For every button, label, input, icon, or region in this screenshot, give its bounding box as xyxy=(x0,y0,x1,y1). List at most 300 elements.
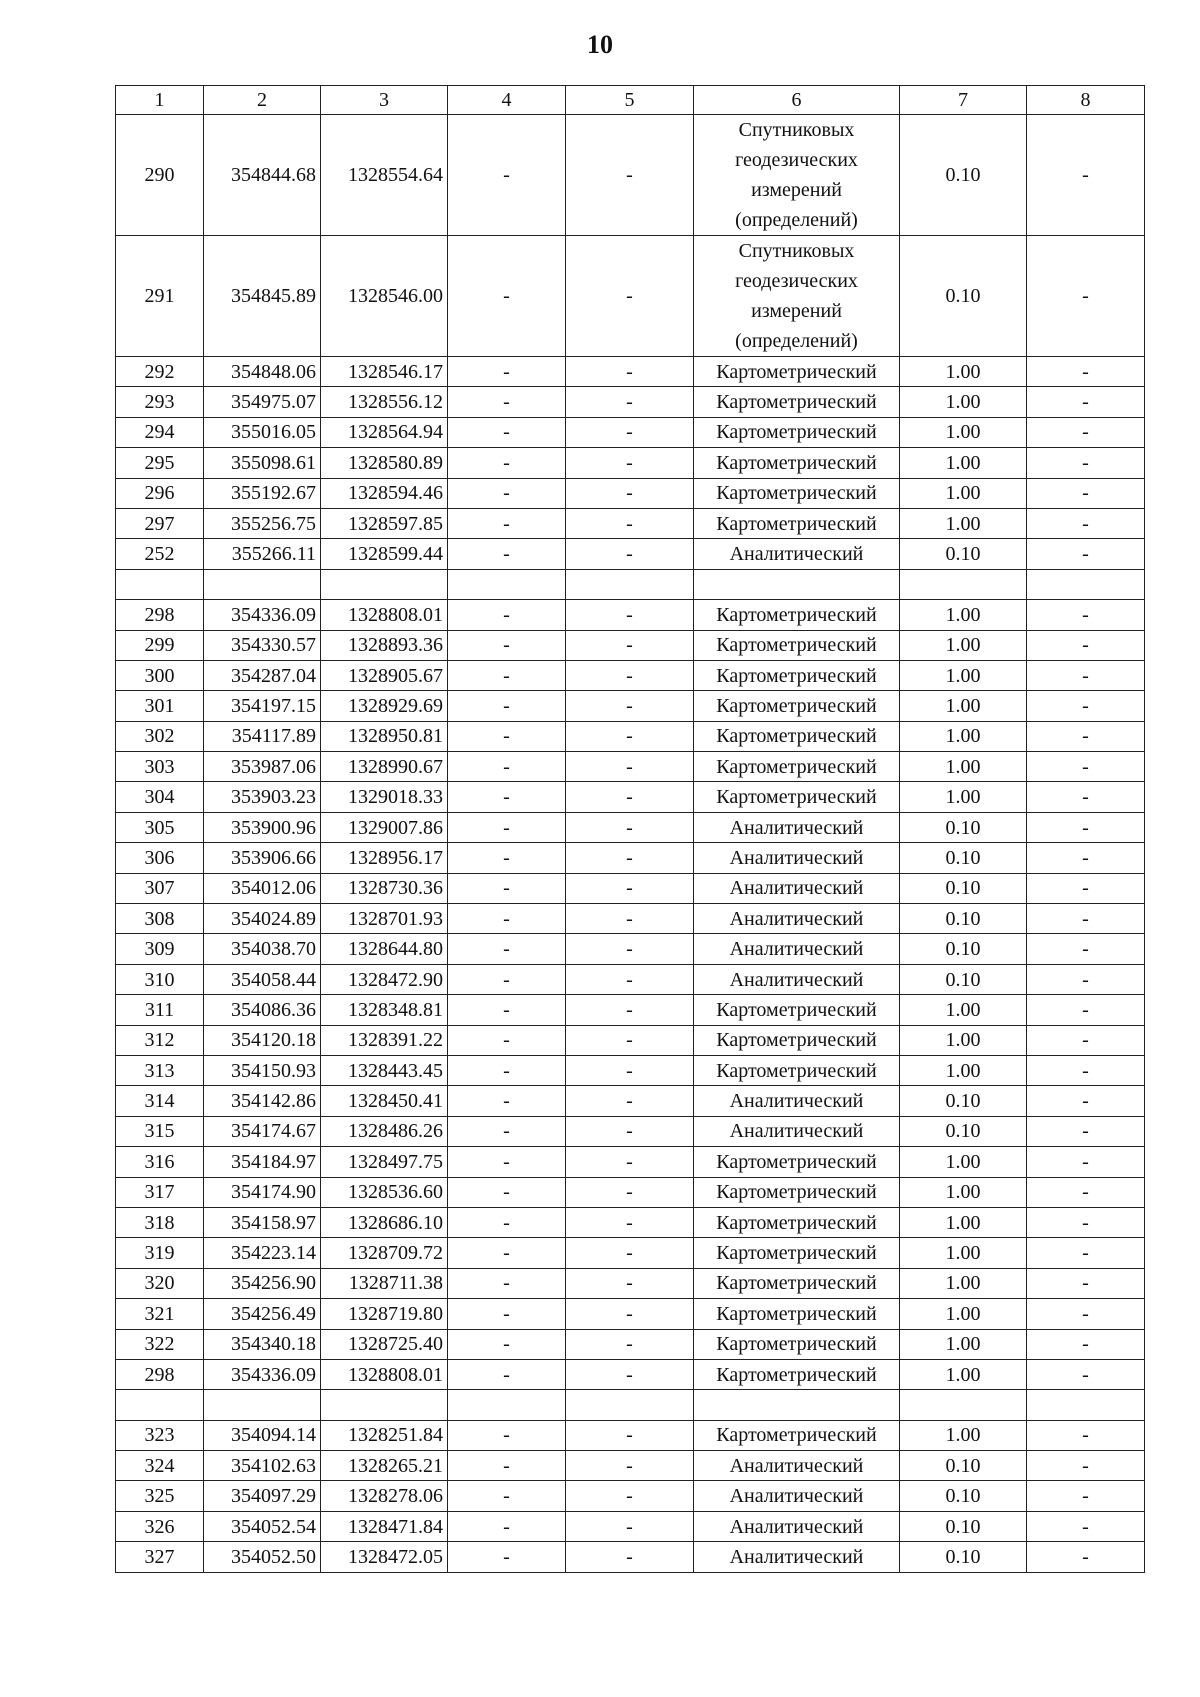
header-cell: 7 xyxy=(900,86,1027,115)
x-coordinate-cell: 353906.66 xyxy=(204,843,321,873)
x-coordinate-cell: 354150.93 xyxy=(204,1055,321,1085)
x-coordinate-cell: 354094.14 xyxy=(204,1420,321,1450)
y-coordinate-cell: 1328536.60 xyxy=(321,1177,448,1207)
col5-cell xyxy=(566,569,694,599)
col5-cell: - xyxy=(566,1542,694,1572)
table-row xyxy=(116,478,1145,508)
table-row xyxy=(116,448,1145,478)
table-row xyxy=(116,1025,1145,1055)
y-coordinate-cell: 1328730.36 xyxy=(321,873,448,903)
point-number-cell: 302 xyxy=(116,721,204,751)
col5-cell: - xyxy=(566,1359,694,1389)
col8-cell: - xyxy=(1027,1299,1145,1329)
accuracy-cell: 0.10 xyxy=(900,964,1027,994)
method-cell: Аналитический xyxy=(694,843,900,873)
method-cell: Картометрический xyxy=(694,1238,900,1268)
col8-cell: - xyxy=(1027,995,1145,1025)
method-cell: Аналитический xyxy=(694,873,900,903)
point-number-cell: 317 xyxy=(116,1177,204,1207)
accuracy-cell: 1.00 xyxy=(900,1207,1027,1237)
col8-cell: - xyxy=(1027,782,1145,812)
y-coordinate-cell: 1328719.80 xyxy=(321,1299,448,1329)
table-row xyxy=(116,1511,1145,1541)
accuracy-cell: 0.10 xyxy=(900,1116,1027,1146)
col5-cell: - xyxy=(566,600,694,630)
y-coordinate-cell: 1328686.10 xyxy=(321,1207,448,1237)
col8-cell: - xyxy=(1027,660,1145,690)
col5-cell: - xyxy=(566,1481,694,1511)
col4-cell: - xyxy=(448,691,566,721)
accuracy-cell: 0.10 xyxy=(900,115,1027,236)
y-coordinate-cell: 1328808.01 xyxy=(321,1359,448,1389)
accuracy-cell: 1.00 xyxy=(900,508,1027,538)
col5-cell: - xyxy=(566,1238,694,1268)
col8-cell: - xyxy=(1027,812,1145,842)
table-row xyxy=(116,1177,1145,1207)
col5-cell xyxy=(566,1390,694,1420)
y-coordinate-cell: 1328472.90 xyxy=(321,964,448,994)
col4-cell: - xyxy=(448,508,566,538)
x-coordinate-cell: 354117.89 xyxy=(204,721,321,751)
accuracy-cell: 0.10 xyxy=(900,1542,1027,1572)
method-cell: Картометрический xyxy=(694,630,900,660)
table-row xyxy=(116,1451,1145,1481)
accuracy-cell: 1.00 xyxy=(900,782,1027,812)
point-number-cell: 252 xyxy=(116,539,204,569)
accuracy-cell: 1.00 xyxy=(900,600,1027,630)
y-coordinate-cell: 1328711.38 xyxy=(321,1268,448,1298)
col5-cell: - xyxy=(566,115,694,236)
header-cell: 6 xyxy=(694,86,900,115)
accuracy-cell: 1.00 xyxy=(900,478,1027,508)
method-cell: Картометрический xyxy=(694,417,900,447)
y-coordinate-cell: 1328564.94 xyxy=(321,417,448,447)
method-cell: Аналитический xyxy=(694,1511,900,1541)
x-coordinate-cell: 354336.09 xyxy=(204,1359,321,1389)
method-cell: Аналитический xyxy=(694,1116,900,1146)
x-coordinate-cell: 354024.89 xyxy=(204,904,321,934)
col5-cell: - xyxy=(566,357,694,387)
col4-cell: - xyxy=(448,236,566,357)
y-coordinate-cell: 1328701.93 xyxy=(321,904,448,934)
x-coordinate-cell xyxy=(204,569,321,599)
accuracy-cell: 1.00 xyxy=(900,1025,1027,1055)
col4-cell: - xyxy=(448,660,566,690)
point-number-cell: 305 xyxy=(116,812,204,842)
table-row xyxy=(116,1086,1145,1116)
point-number-cell: 298 xyxy=(116,600,204,630)
col5-cell: - xyxy=(566,995,694,1025)
accuracy-cell: 1.00 xyxy=(900,1147,1027,1177)
x-coordinate-cell: 354174.67 xyxy=(204,1116,321,1146)
col5-cell: - xyxy=(566,1420,694,1450)
method-cell: Картометрический xyxy=(694,1177,900,1207)
x-coordinate-cell: 354184.97 xyxy=(204,1147,321,1177)
col4-cell: - xyxy=(448,478,566,508)
point-number-cell: 294 xyxy=(116,417,204,447)
col8-cell: - xyxy=(1027,357,1145,387)
header-cell: 1 xyxy=(116,86,204,115)
x-coordinate-cell: 354012.06 xyxy=(204,873,321,903)
y-coordinate-cell xyxy=(321,1390,448,1420)
col5-cell: - xyxy=(566,934,694,964)
y-coordinate-cell: 1328599.44 xyxy=(321,539,448,569)
col5-cell: - xyxy=(566,1177,694,1207)
point-number-cell: 296 xyxy=(116,478,204,508)
y-coordinate-cell: 1328486.26 xyxy=(321,1116,448,1146)
accuracy-cell xyxy=(900,1390,1027,1420)
x-coordinate-cell: 355192.67 xyxy=(204,478,321,508)
y-coordinate-cell: 1328391.22 xyxy=(321,1025,448,1055)
col8-cell: - xyxy=(1027,1420,1145,1450)
y-coordinate-cell: 1328725.40 xyxy=(321,1329,448,1359)
header-row xyxy=(116,86,1145,115)
col5-cell: - xyxy=(566,752,694,782)
point-number-cell: 312 xyxy=(116,1025,204,1055)
point-number-cell xyxy=(116,569,204,599)
point-number-cell: 314 xyxy=(116,1086,204,1116)
accuracy-cell: 1.00 xyxy=(900,630,1027,660)
x-coordinate-cell: 355266.11 xyxy=(204,539,321,569)
col4-cell: - xyxy=(448,843,566,873)
col4-cell: - xyxy=(448,904,566,934)
col4-cell: - xyxy=(448,1238,566,1268)
method-cell: Аналитический xyxy=(694,1481,900,1511)
point-number-cell: 290 xyxy=(116,115,204,236)
y-coordinate-cell: 1328265.21 xyxy=(321,1451,448,1481)
accuracy-cell: 1.00 xyxy=(900,1177,1027,1207)
method-cell: Картометрический xyxy=(694,1359,900,1389)
x-coordinate-cell: 354142.86 xyxy=(204,1086,321,1116)
col4-cell: - xyxy=(448,1542,566,1572)
col4-cell: - xyxy=(448,934,566,964)
y-coordinate-cell: 1328546.17 xyxy=(321,357,448,387)
method-cell: Картометрический xyxy=(694,357,900,387)
accuracy-cell: 0.10 xyxy=(900,1451,1027,1481)
col8-cell: - xyxy=(1027,1542,1145,1572)
col8-cell: - xyxy=(1027,1147,1145,1177)
col8-cell: - xyxy=(1027,508,1145,538)
col4-cell: - xyxy=(448,1147,566,1177)
accuracy-cell: 1.00 xyxy=(900,1268,1027,1298)
table-row xyxy=(116,539,1145,569)
table-row xyxy=(116,1116,1145,1146)
col4-cell: - xyxy=(448,964,566,994)
col5-cell: - xyxy=(566,964,694,994)
col5-cell: - xyxy=(566,478,694,508)
x-coordinate-cell: 354223.14 xyxy=(204,1238,321,1268)
col5-cell: - xyxy=(566,1329,694,1359)
col5-cell: - xyxy=(566,812,694,842)
col5-cell: - xyxy=(566,448,694,478)
point-number-cell: 319 xyxy=(116,1238,204,1268)
x-coordinate-cell: 354845.89 xyxy=(204,236,321,357)
table-row xyxy=(116,691,1145,721)
table-row xyxy=(116,115,1145,236)
col5-cell: - xyxy=(566,1116,694,1146)
x-coordinate-cell: 354052.50 xyxy=(204,1542,321,1572)
col4-cell: - xyxy=(448,1481,566,1511)
y-coordinate-cell: 1328278.06 xyxy=(321,1481,448,1511)
col4-cell: - xyxy=(448,600,566,630)
y-coordinate-cell: 1328348.81 xyxy=(321,995,448,1025)
method-cell xyxy=(694,569,900,599)
method-cell: Картометрический xyxy=(694,752,900,782)
col4-cell: - xyxy=(448,1451,566,1481)
col8-cell: - xyxy=(1027,1451,1145,1481)
point-number-cell: 313 xyxy=(116,1055,204,1085)
table-row xyxy=(116,752,1145,782)
accuracy-cell xyxy=(900,569,1027,599)
col5-cell: - xyxy=(566,782,694,812)
point-number-cell: 326 xyxy=(116,1511,204,1541)
col8-cell: - xyxy=(1027,1268,1145,1298)
col5-cell: - xyxy=(566,873,694,903)
method-cell: Аналитический xyxy=(694,934,900,964)
col4-cell: - xyxy=(448,782,566,812)
accuracy-cell: 1.00 xyxy=(900,660,1027,690)
accuracy-cell: 1.00 xyxy=(900,721,1027,751)
col8-cell: - xyxy=(1027,448,1145,478)
col4-cell: - xyxy=(448,1268,566,1298)
point-number-cell: 303 xyxy=(116,752,204,782)
col4-cell: - xyxy=(448,1055,566,1085)
point-number-cell: 300 xyxy=(116,660,204,690)
point-number-cell: 325 xyxy=(116,1481,204,1511)
x-coordinate-cell: 354336.09 xyxy=(204,600,321,630)
point-number-cell: 323 xyxy=(116,1420,204,1450)
table-row xyxy=(116,1420,1145,1450)
x-coordinate-cell: 354102.63 xyxy=(204,1451,321,1481)
method-cell: Картометрический xyxy=(694,691,900,721)
x-coordinate-cell: 354197.15 xyxy=(204,691,321,721)
col4-cell: - xyxy=(448,1177,566,1207)
accuracy-cell: 1.00 xyxy=(900,752,1027,782)
y-coordinate-cell: 1328471.84 xyxy=(321,1511,448,1541)
method-cell: Аналитический xyxy=(694,812,900,842)
point-number-cell: 322 xyxy=(116,1329,204,1359)
point-number-cell: 298 xyxy=(116,1359,204,1389)
x-coordinate-cell: 353903.23 xyxy=(204,782,321,812)
col8-cell: - xyxy=(1027,115,1145,236)
point-number-cell: 306 xyxy=(116,843,204,873)
method-cell: Спутниковых геодезических измерений (определений) xyxy=(694,236,900,357)
table-row xyxy=(116,964,1145,994)
col5-cell: - xyxy=(566,1451,694,1481)
y-coordinate-cell: 1329007.86 xyxy=(321,812,448,842)
table-row xyxy=(116,995,1145,1025)
col8-cell: - xyxy=(1027,1086,1145,1116)
method-cell: Аналитический xyxy=(694,1542,900,1572)
col5-cell: - xyxy=(566,660,694,690)
col8-cell: - xyxy=(1027,1025,1145,1055)
table-row xyxy=(116,1329,1145,1359)
table-row xyxy=(116,1055,1145,1085)
y-coordinate-cell: 1328990.67 xyxy=(321,752,448,782)
accuracy-cell: 1.00 xyxy=(900,387,1027,417)
y-coordinate-cell: 1328497.75 xyxy=(321,1147,448,1177)
col4-cell: - xyxy=(448,1207,566,1237)
point-number-cell: 297 xyxy=(116,508,204,538)
col4-cell: - xyxy=(448,873,566,903)
col8-cell: - xyxy=(1027,1207,1145,1237)
method-cell: Картометрический xyxy=(694,1420,900,1450)
col4-cell: - xyxy=(448,1329,566,1359)
col5-cell: - xyxy=(566,1086,694,1116)
col4-cell: - xyxy=(448,630,566,660)
x-coordinate-cell: 354086.36 xyxy=(204,995,321,1025)
table-row xyxy=(116,387,1145,417)
y-coordinate-cell xyxy=(321,569,448,599)
method-cell: Спутниковых геодезических измерений (определений) xyxy=(694,115,900,236)
col8-cell xyxy=(1027,569,1145,599)
col8-cell: - xyxy=(1027,721,1145,751)
accuracy-cell: 0.10 xyxy=(900,873,1027,903)
y-coordinate-cell: 1328808.01 xyxy=(321,600,448,630)
y-coordinate-cell: 1328580.89 xyxy=(321,448,448,478)
col5-cell: - xyxy=(566,1207,694,1237)
accuracy-cell: 0.10 xyxy=(900,1086,1027,1116)
coordinates-table xyxy=(115,85,1145,1573)
accuracy-cell: 1.00 xyxy=(900,995,1027,1025)
point-number-cell: 324 xyxy=(116,1451,204,1481)
x-coordinate-cell: 354256.49 xyxy=(204,1299,321,1329)
col5-cell: - xyxy=(566,1025,694,1055)
table-row xyxy=(116,1481,1145,1511)
accuracy-cell: 0.10 xyxy=(900,1481,1027,1511)
y-coordinate-cell: 1328251.84 xyxy=(321,1420,448,1450)
col8-cell: - xyxy=(1027,236,1145,357)
x-coordinate-cell: 354058.44 xyxy=(204,964,321,994)
col4-cell: - xyxy=(448,752,566,782)
accuracy-cell: 0.10 xyxy=(900,812,1027,842)
method-cell: Картометрический xyxy=(694,387,900,417)
method-cell: Картометрический xyxy=(694,1268,900,1298)
method-cell: Картометрический xyxy=(694,448,900,478)
y-coordinate-cell: 1328956.17 xyxy=(321,843,448,873)
col4-cell xyxy=(448,1390,566,1420)
col5-cell: - xyxy=(566,539,694,569)
accuracy-cell: 1.00 xyxy=(900,1359,1027,1389)
col8-cell: - xyxy=(1027,1359,1145,1389)
table-row xyxy=(116,873,1145,903)
method-cell: Картометрический xyxy=(694,782,900,812)
col4-cell: - xyxy=(448,812,566,842)
accuracy-cell: 1.00 xyxy=(900,1055,1027,1085)
y-coordinate-cell: 1328450.41 xyxy=(321,1086,448,1116)
point-number-cell: 321 xyxy=(116,1299,204,1329)
col5-cell: - xyxy=(566,417,694,447)
y-coordinate-cell: 1328950.81 xyxy=(321,721,448,751)
point-number-cell: 320 xyxy=(116,1268,204,1298)
accuracy-cell: 1.00 xyxy=(900,1329,1027,1359)
col4-cell: - xyxy=(448,1299,566,1329)
x-coordinate-cell: 354340.18 xyxy=(204,1329,321,1359)
x-coordinate-cell: 354975.07 xyxy=(204,387,321,417)
x-coordinate-cell: 354287.04 xyxy=(204,660,321,690)
col8-cell: - xyxy=(1027,1329,1145,1359)
method-cell: Картометрический xyxy=(694,660,900,690)
point-number-cell: 308 xyxy=(116,904,204,934)
point-number-cell: 316 xyxy=(116,1147,204,1177)
col8-cell: - xyxy=(1027,1238,1145,1268)
point-number-cell: 304 xyxy=(116,782,204,812)
accuracy-cell: 0.10 xyxy=(900,1511,1027,1541)
method-cell: Картометрический xyxy=(694,1025,900,1055)
accuracy-cell: 1.00 xyxy=(900,1420,1027,1450)
table-row xyxy=(116,417,1145,447)
table-row xyxy=(116,1359,1145,1389)
y-coordinate-cell: 1328905.67 xyxy=(321,660,448,690)
point-number-cell: 315 xyxy=(116,1116,204,1146)
col5-cell: - xyxy=(566,843,694,873)
x-coordinate-cell: 354052.54 xyxy=(204,1511,321,1541)
method-cell: Картометрический xyxy=(694,1329,900,1359)
method-cell: Картометрический xyxy=(694,508,900,538)
table-row xyxy=(116,1207,1145,1237)
col8-cell: - xyxy=(1027,843,1145,873)
col5-cell: - xyxy=(566,387,694,417)
y-coordinate-cell: 1328546.00 xyxy=(321,236,448,357)
x-coordinate-cell: 354848.06 xyxy=(204,357,321,387)
table-row xyxy=(116,600,1145,630)
col4-cell: - xyxy=(448,1086,566,1116)
col8-cell: - xyxy=(1027,1481,1145,1511)
col4-cell: - xyxy=(448,1359,566,1389)
col5-cell: - xyxy=(566,236,694,357)
point-number-cell: 327 xyxy=(116,1542,204,1572)
table-row xyxy=(116,721,1145,751)
table-row xyxy=(116,1542,1145,1572)
point-number-cell: 307 xyxy=(116,873,204,903)
method-cell: Аналитический xyxy=(694,1451,900,1481)
x-coordinate-cell: 355016.05 xyxy=(204,417,321,447)
method-cell: Картометрический xyxy=(694,1055,900,1085)
accuracy-cell: 1.00 xyxy=(900,448,1027,478)
col4-cell: - xyxy=(448,448,566,478)
x-coordinate-cell: 354158.97 xyxy=(204,1207,321,1237)
col8-cell: - xyxy=(1027,1116,1145,1146)
x-coordinate-cell: 354330.57 xyxy=(204,630,321,660)
y-coordinate-cell: 1328443.45 xyxy=(321,1055,448,1085)
method-cell: Аналитический xyxy=(694,539,900,569)
point-number-cell xyxy=(116,1390,204,1420)
col5-cell: - xyxy=(566,1299,694,1329)
point-number-cell: 318 xyxy=(116,1207,204,1237)
method-cell: Аналитический xyxy=(694,964,900,994)
col5-cell: - xyxy=(566,721,694,751)
table-row xyxy=(116,357,1145,387)
method-cell: Аналитический xyxy=(694,1086,900,1116)
page-number: 10 xyxy=(587,30,613,59)
method-cell: Картометрический xyxy=(694,600,900,630)
table-header xyxy=(116,86,1145,115)
col8-cell: - xyxy=(1027,1177,1145,1207)
table-row xyxy=(116,904,1145,934)
col8-cell: - xyxy=(1027,387,1145,417)
method-cell: Картометрический xyxy=(694,995,900,1025)
y-coordinate-cell: 1329018.33 xyxy=(321,782,448,812)
x-coordinate-cell: 354097.29 xyxy=(204,1481,321,1511)
col8-cell: - xyxy=(1027,1511,1145,1541)
col5-cell: - xyxy=(566,1511,694,1541)
col8-cell: - xyxy=(1027,539,1145,569)
x-coordinate-cell: 354174.90 xyxy=(204,1177,321,1207)
table-row xyxy=(116,843,1145,873)
method-cell: Картометрический xyxy=(694,1147,900,1177)
accuracy-cell: 0.10 xyxy=(900,539,1027,569)
col4-cell: - xyxy=(448,357,566,387)
